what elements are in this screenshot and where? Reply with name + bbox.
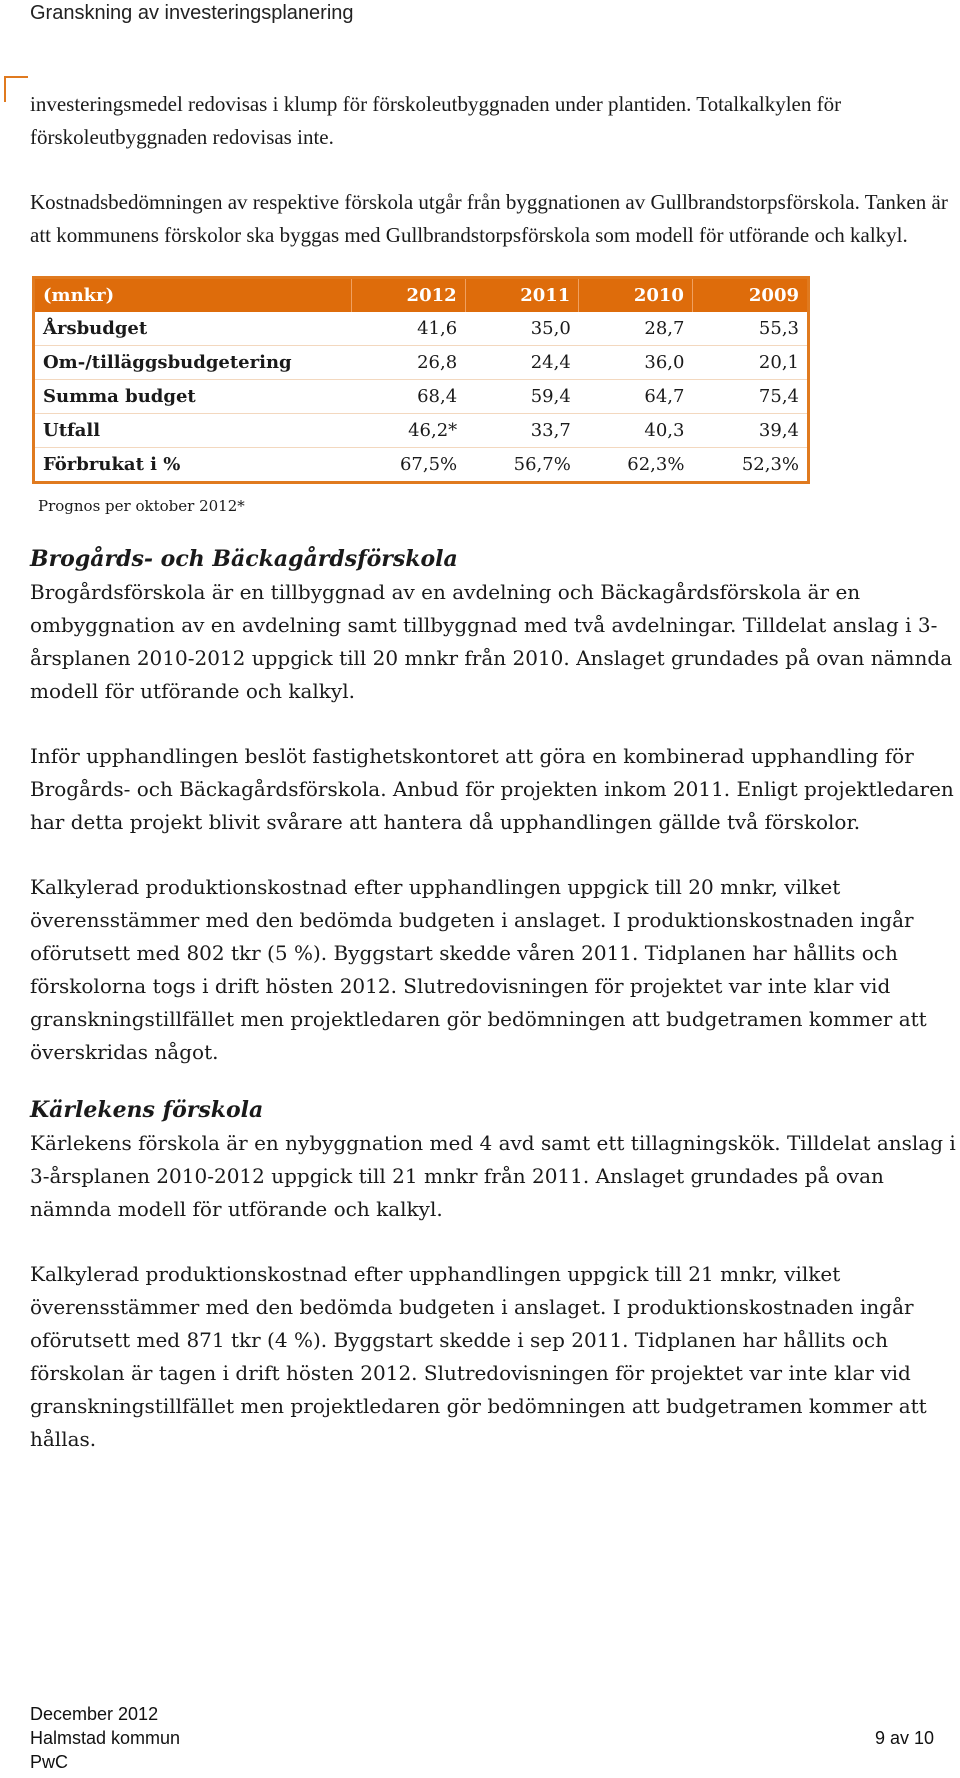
- table-footnote: Prognos per oktober 2012*: [38, 497, 245, 515]
- table-cell: 52,3%: [692, 448, 808, 483]
- running-header: Granskning av investeringsplanering: [30, 2, 354, 24]
- table-row: [34, 380, 809, 414]
- table-cell: 41,6: [417, 318, 458, 339]
- table-cell: 64,7: [579, 380, 693, 414]
- table-row: [34, 346, 809, 380]
- table-cell: 24,4: [465, 346, 579, 380]
- table-cell: 33,7: [465, 414, 579, 448]
- section2-paragraph-2: Kalkylerad produktionskostnad efter upphandlingen uppgick till 21 mnkr, vilket överensstämmer med den bedömda budgeten i anslaget. I produktionskostnaden ingår oförutsett med 871 tkr (4 %). Byggstart skedde i sep 2011. Tidplanen har hållits och förskolan är tagen i drift hösten 2012. Slutredovisningen för projektet var inte klar vid granskningstillfället men projektledaren gör bedömningen att budgetramen kommer att hållas.: [30, 1262, 927, 1451]
- table-cell: 55,3: [758, 318, 799, 339]
- budget-table: [32, 276, 810, 484]
- table-header-cell: 2009: [692, 278, 808, 313]
- header-corner-rule: [4, 76, 28, 102]
- table-cell: Förbrukat i %: [34, 448, 352, 483]
- section2-paragraph-1: Kärlekens förskola är en nybyggnation med 4 avd samt ett tillagningskök. Tilldelat anslag i 3-årsplanen 2010-2012 uppgick till 21 mnkr från 2011. Anslaget grundades på ovan nämnda modell för utförande och kalkyl.: [30, 1131, 956, 1221]
- table-cell: 36,0: [579, 346, 693, 380]
- footer-company: PwC: [30, 1752, 69, 1772]
- table-header-row: [34, 278, 809, 313]
- table-row: [34, 414, 809, 448]
- table-cell: 56,7%: [465, 448, 579, 483]
- table-header-cell: 2010: [579, 278, 693, 313]
- table-cell: 40,3: [579, 414, 693, 448]
- intro-paragraph-1: investeringsmedel redovisas i klump för förskoleutbyggnaden under plantiden. Totalkalkylen för förskoleutbyggnaden redovisas inte.: [30, 92, 842, 149]
- table-cell: 62,3%: [579, 448, 693, 483]
- table-cell: Årsbudget: [43, 318, 148, 339]
- table-header-cell: (mnkr): [34, 278, 352, 313]
- table-cell: Summa budget: [34, 380, 352, 414]
- page-footer: [30, 1702, 934, 1774]
- table-row: [34, 448, 809, 483]
- intro-paragraph-2: Kostnadsbedömningen av respektive förskola utgår från byggnationen av Gullbrandstorpsförskola. Tanken är att kommunens förskolor ska byggas med Gullbrandstorpsförskola som modell för utförande och kalkyl.: [30, 190, 948, 247]
- page-content: [30, 88, 960, 1456]
- table-row: [34, 312, 809, 346]
- table-cell: 59,4: [465, 380, 579, 414]
- page-number: 9 av 10: [874, 1728, 934, 1748]
- table-cell: 39,4: [692, 414, 808, 448]
- table-cell: 35,0: [530, 318, 571, 339]
- section-heading-brogards: Brogårds- och Bäckagårdsförskola: [30, 546, 458, 572]
- table-header-cell: 2011: [465, 278, 579, 313]
- footer-org: Halmstad kommun: [30, 1728, 181, 1748]
- table-header-cell: 2012: [352, 278, 466, 313]
- table-cell: 26,8: [352, 346, 466, 380]
- footer-date: December 2012: [30, 1704, 159, 1724]
- table-cell: Om-/tilläggsbudgetering: [34, 346, 352, 380]
- table-cell: 75,4: [692, 380, 808, 414]
- table-cell: 67,5%: [352, 448, 466, 483]
- table-cell: 28,7: [644, 318, 685, 339]
- table-cell: 20,1: [692, 346, 808, 380]
- table-cell: 68,4: [352, 380, 466, 414]
- table-cell: 46,2*: [352, 414, 466, 448]
- section1-paragraph-2: Inför upphandlingen beslöt fastighetskontoret att göra en kombinerad upphandling för Brogårds- och Bäckagårdsförskola. Anbud för projekten inkom 2011. Enligt projektledaren har detta projekt blivit svårare att hantera då upphandlingen gällde två förskolor.: [30, 744, 954, 834]
- table-cell: Utfall: [34, 414, 352, 448]
- section1-paragraph-1: Brogårdsförskola är en tillbyggnad av en avdelning och Bäckagårdsförskola är en ombyggnation av en avdelning samt tillbyggnad med två avdelningar. Tilldelat anslag i 3-årsplanen 2010-2012 uppgick till 20 mnkr från 2010. Anslaget grundades på ovan nämnda modell för utförande och kalkyl.: [30, 580, 953, 703]
- section-heading-karlekens: Kärlekens förskola: [30, 1097, 264, 1123]
- section1-paragraph-3: Kalkylerad produktionskostnad efter upphandlingen uppgick till 20 mnkr, vilket överensstämmer med den bedömda budgeten i anslaget. I produktionskostnaden ingår oförutsett med 802 tkr (5 %). Byggstart skedde våren 2011. Tidplanen har hållits och förskolorna togs i drift hösten 2012. Slutredovisningen för projektet var inte klar vid granskningstillfället men projektledaren gör bedömningen att budgetramen kommer att överskridas något.: [30, 875, 927, 1064]
